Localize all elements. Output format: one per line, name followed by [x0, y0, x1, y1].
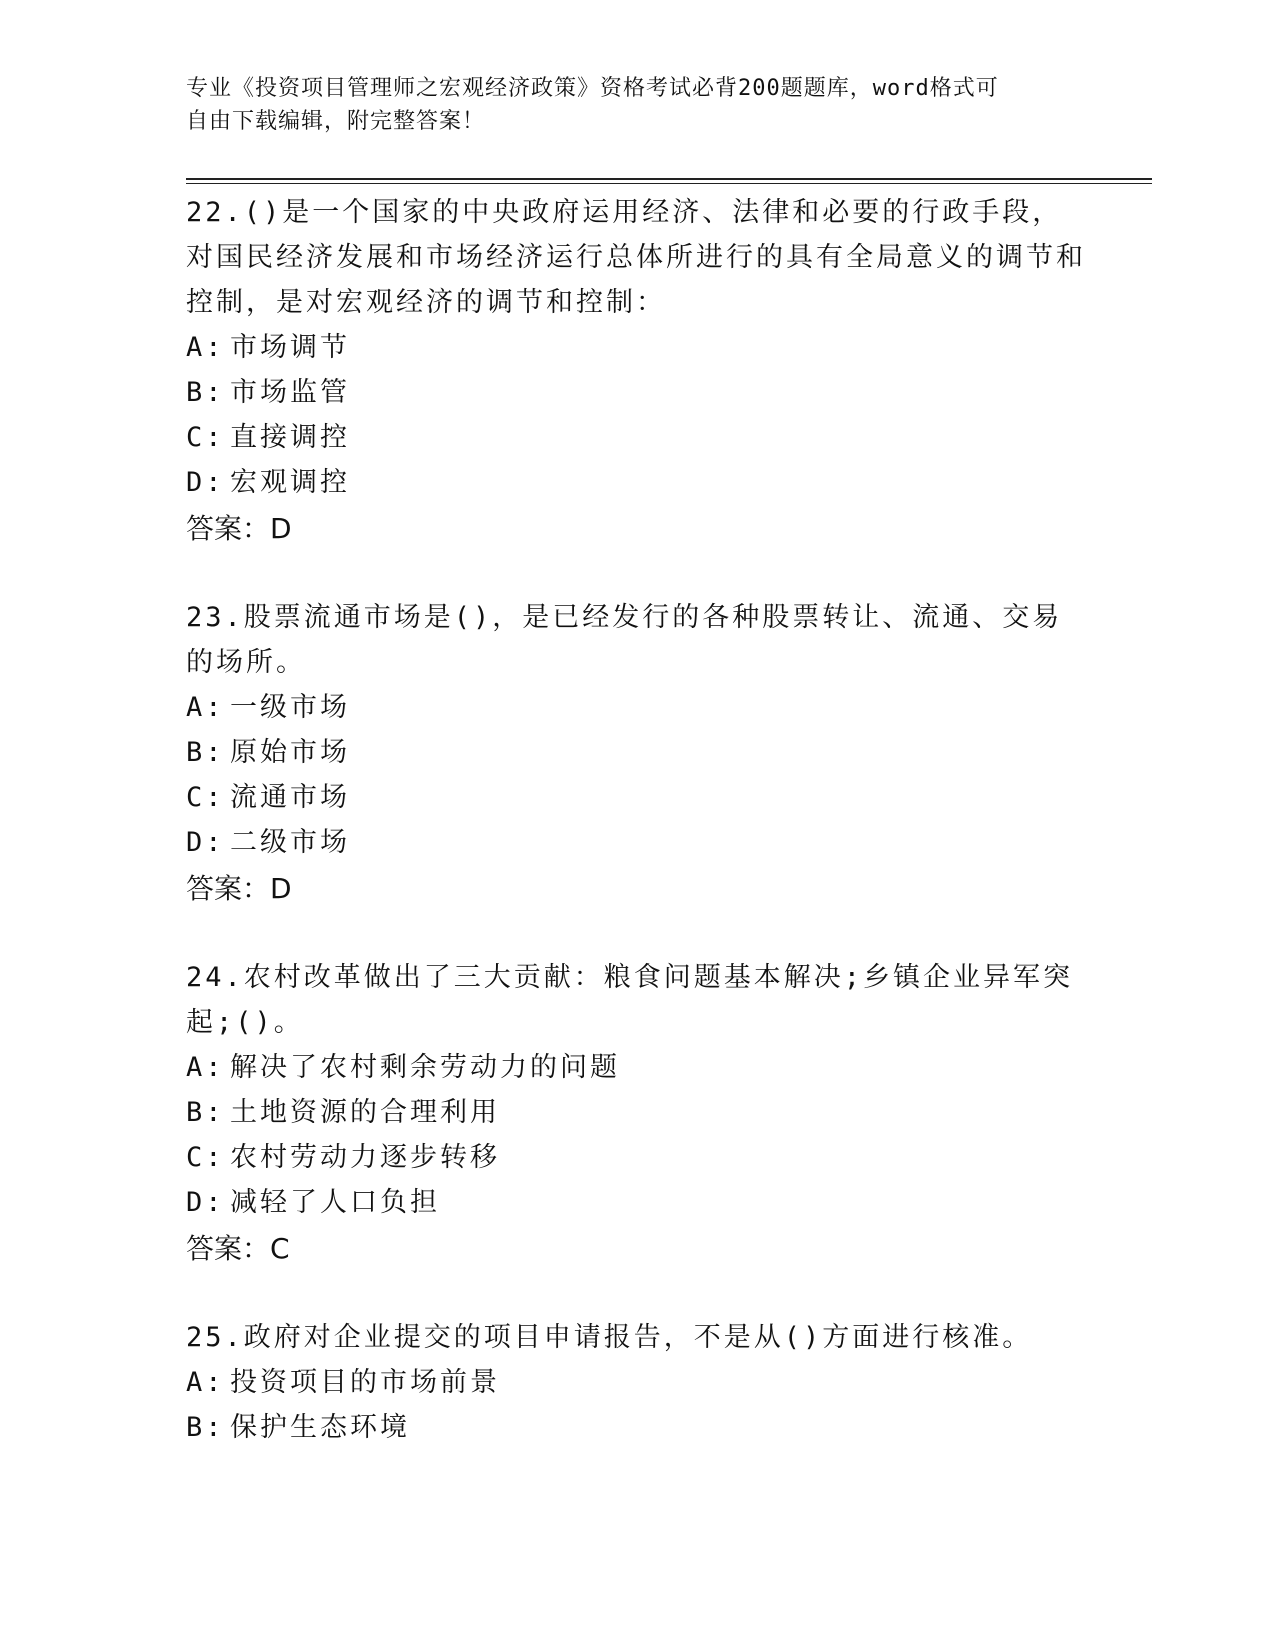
option-letter: D: [186, 1187, 225, 1218]
option-text: 保护生态环境 [230, 1412, 410, 1443]
option-a [186, 325, 1086, 370]
option-b [186, 1405, 1086, 1450]
header-line-1: 专业《投资项目管理师之宏观经济政策》资格考试必背200题题库，word格式可 [186, 76, 999, 101]
option-letter: D: [186, 467, 225, 498]
question-text: 23.股票流通市场是()，是已经发行的各种股票转让、流通、交易的场所。 [186, 602, 1063, 678]
option-text: 解决了农村剩余劳动力的问题 [230, 1052, 620, 1083]
option-text: 一级市场 [230, 692, 350, 723]
option-text: 直接调控 [230, 422, 350, 453]
option-letter: B: [186, 1097, 225, 1128]
question-25 [186, 1315, 1086, 1450]
option-b [186, 370, 1086, 415]
option-b [186, 1090, 1086, 1135]
option-b [186, 730, 1086, 775]
option-c [186, 1135, 1086, 1180]
question-22 [186, 190, 1086, 553]
option-c [186, 775, 1086, 820]
header-divider-thick [186, 178, 1152, 180]
option-letter: A: [186, 332, 225, 363]
option-letter: A: [186, 1052, 225, 1083]
option-text: 流通市场 [230, 782, 350, 813]
option-d [186, 460, 1086, 505]
option-letter: C: [186, 422, 225, 453]
option-text: 市场监管 [230, 377, 350, 408]
question-list [186, 190, 1086, 1492]
option-letter: C: [186, 1142, 225, 1173]
option-d [186, 820, 1086, 865]
option-letter: B: [186, 377, 225, 408]
option-text: 投资项目的市场前景 [230, 1367, 500, 1398]
header-line-2: 自由下载编辑，附完整答案！ [186, 109, 486, 134]
option-letter: A: [186, 692, 225, 723]
option-text: 原始市场 [230, 737, 350, 768]
option-a [186, 1360, 1086, 1405]
option-text: 宏观调控 [230, 467, 350, 498]
answer-line: 答案：D [186, 872, 292, 905]
option-text: 农村劳动力逐步转移 [230, 1142, 500, 1173]
question-23 [186, 595, 1086, 913]
answer-line: 答案：D [186, 512, 292, 545]
answer-line: 答案：C [186, 1232, 290, 1265]
question-24 [186, 955, 1086, 1273]
option-text: 市场调节 [230, 332, 350, 363]
option-c [186, 415, 1086, 460]
option-letter: C: [186, 782, 225, 813]
option-letter: B: [186, 1412, 225, 1443]
question-text: 24.农村改革做出了三大贡献：粮食问题基本解决;乡镇企业异军突起;()。 [186, 962, 1074, 1038]
document-header [186, 72, 1066, 138]
question-text: 22.()是一个国家的中央政府运用经济、法律和必要的行政手段，对国民经济发展和市场经济运行总体所进行的具有全局意义的调节和控制，是对宏观经济的调节和控制： [186, 197, 1086, 318]
option-letter: D: [186, 827, 225, 858]
option-a [186, 685, 1086, 730]
option-letter: A: [186, 1367, 225, 1398]
option-text: 减轻了人口负担 [230, 1187, 440, 1218]
option-text: 土地资源的合理利用 [230, 1097, 500, 1128]
option-text: 二级市场 [230, 827, 350, 858]
option-letter: B: [186, 737, 225, 768]
option-a [186, 1045, 1086, 1090]
question-text: 25.政府对企业提交的项目申请报告，不是从()方面进行核准。 [186, 1322, 1033, 1353]
option-d [186, 1180, 1086, 1225]
header-divider-thin [186, 183, 1152, 184]
